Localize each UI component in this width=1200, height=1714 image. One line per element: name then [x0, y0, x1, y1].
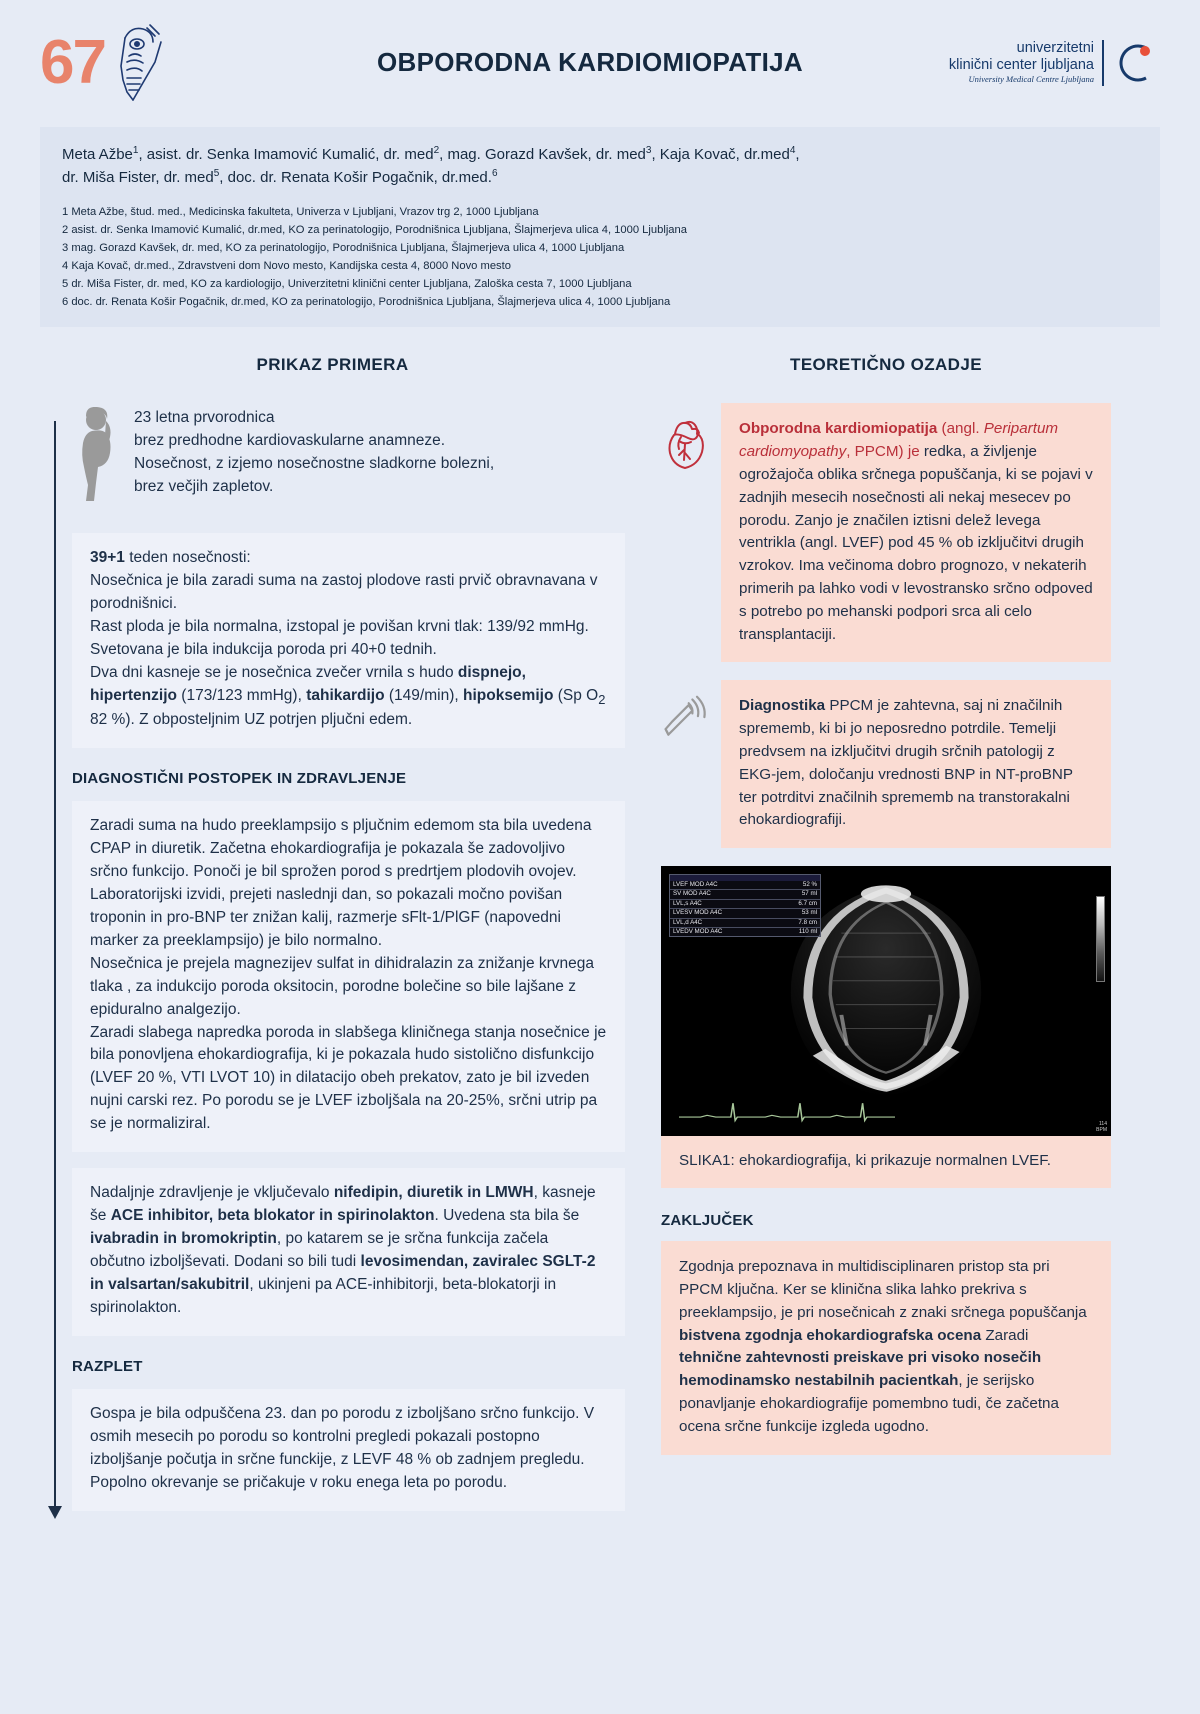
left-column [40, 355, 625, 1526]
umc-logo-text [949, 40, 1094, 84]
ecg-trace-graphic [679, 1098, 895, 1124]
authors-line-2: dr. Miša Fister, dr. med$^5$, doc. dr. Renata Košir Pogačnik, dr.med.$^6$ [62, 168, 498, 187]
echo-measurement-label: LVL,s A4C [673, 899, 702, 907]
echocardiography-image [661, 866, 1111, 1136]
conclusion-text: Zgodnja prepoznava in multidisciplinaren pristop sta pri PPCM ključna. Ker se klinična slika lahko prekriva s preeklampsijo, je pri nosečnicah z znaki srčnega popuščanja bistvena zgodnja ehokardiografska ocena Zaradi tehnične zahtevnosti preiskave pri visoko nosečih hemodinamsko nestabilnih pacientkah, je serijsko ponavljanje ehokardiografije pomembno tudi, če začetna ocena srčne funkcije izgleda ugodno. [679, 1258, 1087, 1435]
razplet-heading: RAZPLET [72, 1357, 143, 1375]
razplet-text: Gospa je bila odpuščena 23. dan po porodu z izboljšano srčno funkcijo. V osmih mesecih po porodu so kontrolni pregledi pokazali postopno izboljšanje počutja in srčne funckije, z LEVF 48 % ob zadnjem pregledu. Popolno okrevanje se pričakuje v roku enega leta po porodu. [90, 1404, 595, 1491]
ultrasound-probe-icon-wrapper [661, 680, 709, 747]
echo-measurement-row [670, 881, 820, 889]
background-box [721, 403, 1111, 662]
left-column-body [40, 405, 625, 1510]
heart-icon-wrapper [661, 403, 709, 474]
umc-logo [949, 38, 1160, 88]
case-history-text: 39+1 teden nosečnosti: Nosečnica je bila zaradi suma na zastoj plodove rasti prvič obravnavana v porodnišnici. Rast ploda je bila normalna, izstopal je povišan krvni tlak: 139/92 mmHg. Svetovana je bila indukcija poroda pri 40+0 tednih. Dva dni kasneje se je nosečnica zvečer vrnila s hudo dispnejo, hipertenzijo (173/123 mmHg), tahikardijo (149/min), hipoksemijo (Sp $O_2$ 82 %). Z obposteljnim UZ potrjen pljučni edem. [90, 549, 606, 729]
echo-measurement-row [670, 899, 820, 908]
affiliation-line: 5 dr. Miša Fister, dr. med, KO za kardiologijo, Univerzitetni klinični center Ljubljana, Zaloška cesta 7, 1000 Ljubljana [62, 278, 632, 291]
timeline-arrow [48, 421, 62, 1518]
echo-measurement-value: 7.8 cm [798, 918, 817, 926]
echo-measurement-label: LVESV MOD A4C [673, 909, 723, 917]
diagnostics-block [72, 801, 625, 1152]
authors-list [62, 143, 1138, 190]
affiliation-line: 2 asist. dr. Senka Imamović Kumalić, dr.med, KO za perinatologijo, Porodnišnica Ljubljana, Šlajmerjeva ulica 4, 1000 Ljubljana [62, 223, 687, 236]
authors-line-1: Meta Ažbe$^1$, asist. dr. Senka Imamović Kumalić, dr. med$^2$, mag. Gorazd Kavšek, dr. med$^3$, Kaja Kovač, dr.med$^4$, [62, 145, 800, 163]
umc-logo-divider [1102, 40, 1104, 86]
affiliation-line: 3 mag. Gorazd Kavšek, dr. med, KO za perinatologijo, Porodnišnica Ljubljana, Šlajmerjeva ulica 4, 1000 Ljubljana [62, 241, 625, 254]
right-column [661, 355, 1111, 1526]
conclusion-heading: ZAKLJUČEK [661, 1212, 754, 1230]
echo-measurement-label: LVEF MOD A4C [673, 881, 718, 889]
umc-logo-line3: University Medical Centre Ljubljana [968, 73, 1094, 84]
header-right-group [910, 38, 1160, 88]
razplet-block [72, 1389, 625, 1511]
affiliation-line: 4 Kaja Kovač, dr.med., Zdravstveni dom Novo mesto, Kandijska cesta 4, 8000 Novo mesto [62, 259, 511, 272]
background-row [661, 403, 1111, 662]
ultrasound-probe-icon [661, 694, 709, 742]
echo-corner-label: 114 BPM [1096, 1121, 1107, 1133]
diagnostics-row [661, 680, 1111, 848]
face-logo-icon [109, 22, 167, 104]
poster-header [0, 0, 1200, 125]
authors-box [40, 127, 1160, 327]
echo-measurement-row [670, 908, 820, 917]
therapy-text: Nadaljnje zdravljenje je vključevalo nifedipin, diuretik in LMWH, kasneje še ACE inhibitor, beta blokator in spirinolakton. Uvedena sta bila še ivabradin in bromokriptin, po katarem se je srčna funkcija začela občutno izboljševati. Dodani so bili tudi levosimendan, zaviralec SGLT-2 in valsartan/sakubitril, ukinjeni pa ACE-inhibitorji, beta-blokatorji in spirinolakton. [90, 1184, 596, 1316]
diagnostics-text: Zaradi suma na hudo preeklampsijo s pljučnim edemom sta bila uvedena CPAP in diuretik. Začetna ehokardiografija je pokazala še zadovoljivo srčno funkcijo. Ponoči je bil sprožen porod s predrtjem plodovih ovojev. Laboratorijski izvidi, prejeti naslednji dan, so pokazali močno povišan troponin in pro-BNP ter znižan kalij, razmerje sFlt-1/PlGF (napovedni marker za preeklampsijo) je bilo normalno. Nosečnica je prejela magnezijev sulfat in dihidralazin za znižanje krvnega tlaka , za indukcijo poroda oksitocin, porodne bolečine so bile lajšane z epiduralno analgezijo. Zaradi slabega napredka poroda in slabšega kliničnega stanja nosečnice je bila ponovljena ehokardiografija, ki je pokazala hudo sistolično disfunkcijo (LVEF 20 %, VTI LVOT 10) in dilatacijo obeh prekatov, zato je bil izveden nujni carski rez. Po porodu se je LVEF izboljšala na 20-25%, srčni utrip pa se je normaliziral. [90, 817, 607, 1133]
echo-measurement-value: 6.7 cm [798, 899, 817, 907]
patient-intro-block [72, 405, 625, 517]
background-text: Obporodna kardiomiopatija (angl. Peripartum cardiomyopathy, PPCM) je redka, a življenje ogrožajoča oblika srčnega popuščanja, ki se pojavi v zadnjih mesecih nosečnosti ali nekaj mesecev po porodu. Zanjo je značilen iztisni delež levega ventrikla (angl. LVEF) pod 45 % ob izključitvi drugih vzrokov. Ima večinoma dobro prognozo, v nekaterih primerih pa lahko vodi v levostransko srčno odpoved s potrebo po mehanski podpori srca ali celo transplantaciji. [739, 420, 1093, 643]
umc-logo-line1: univerzitetni [1016, 40, 1094, 57]
echo-measurement-value: 57 ml [801, 890, 817, 898]
patient-intro-text: 23 letna prvorodnica brez predhodne kardiovaskularne anamneze. Nosečnost, z izjemo nosečnostne sladkorne bolezni, brez večjih zapletov. [134, 409, 495, 496]
affiliation-line: 6 doc. dr. Renata Košir Pogačnik, dr.med, KO za perinatologijo, Porodnišnica Ljubljana, Šlajmerjeva ulica 4, 1000 Ljubljana [62, 296, 671, 309]
timeline-line [54, 421, 56, 1506]
echo-measurement-value: 53 ml [801, 909, 817, 917]
therapy-block [72, 1168, 625, 1336]
conclusion-box [661, 1241, 1111, 1454]
echo-measurement-row [670, 889, 820, 898]
diagnostics-background-text: Diagnostika PPCM je zahtevna, saj ni značilnih sprememb, ki bi jo neposredno potrdile. Temelji predvsem na izključitvi drugih srčnih patologij z EKG-jem, določanju vrednosti BNP in NT-proBNP ter potrditvi značilnih sprememb na transtorakalni ehokardiografiji. [739, 697, 1073, 829]
affiliations-list [62, 203, 1138, 312]
echo-measurement-value: 52 % [802, 881, 817, 889]
echo-measurement-row [670, 918, 820, 927]
umc-logo-line2: klinični center ljubljana [948, 57, 1094, 74]
umc-logo-mark-icon [1112, 38, 1160, 88]
poster-number: 67 [40, 27, 105, 97]
echo-figure [661, 866, 1111, 1188]
echo-measurement-overlay [669, 874, 821, 937]
affiliation-line: 1 Meta Ažbe, štud. med., Medicinska fakulteta, Univerza v Ljubljani, Vrazov trg 2, 1000 Ljubljana [62, 205, 539, 218]
anatomical-heart-icon [661, 417, 709, 469]
echo-greyscale-bar [1096, 896, 1105, 982]
echo-measurement-row [670, 927, 820, 936]
timeline-arrowhead-icon [48, 1506, 62, 1519]
echo-measurement-label: LVL,d A4C [673, 918, 703, 926]
pregnant-woman-icon [72, 407, 124, 503]
echo-measurement-label: SV MOD A4C [673, 890, 711, 898]
echo-figure-caption: SLIKA1: ehokardiografija, ki prikazuje normalnen LVEF. [679, 1152, 1052, 1170]
case-history-block [72, 533, 625, 748]
header-left-group [40, 22, 270, 104]
echo-measurement-label: LVEDV MOD A4C [673, 927, 723, 935]
diagnostics-heading: DIAGNOSTIČNI POSTOPEK IN ZDRAVLJENJE [72, 770, 407, 788]
page-title: OBPORODNA KARDIOMIOPATIJA [377, 47, 803, 77]
echo-measurement-value: 110 ml [798, 927, 817, 935]
right-column-heading: TEORETIČNO OZADJE [790, 355, 982, 375]
left-column-heading: PRIKAZ PRIMERA [256, 355, 409, 375]
content-columns [0, 327, 1200, 1526]
diagnostics-box [721, 680, 1111, 848]
